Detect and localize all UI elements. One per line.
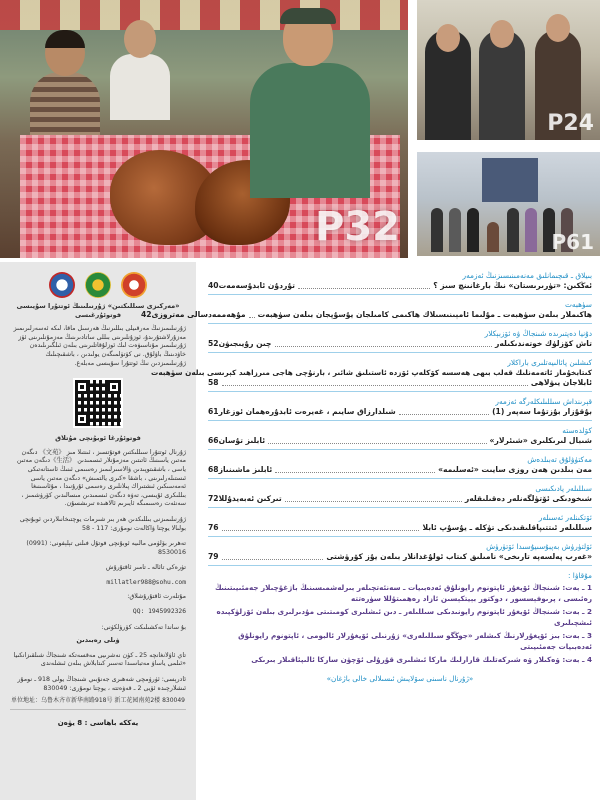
toc-page-number: 72 [208,494,219,503]
association-logo-icon [121,272,147,298]
toc-title: شىبال لىرىكلىرى «شىئرلار» [489,436,592,445]
toc-entry[interactable] [208,541,592,566]
toc-dots [285,501,462,502]
address: ئادرېسى: ئۈرۈمچى شەھىرى جەنۇبىي شىنجاڭ يولى 918 ـ نومۇر ئىشلارچىدە ئۆيى 2 ـ قەۋەتتە ، يوچتا نومۇرى: 830049 [17,676,186,692]
notice-text: ژۇرنال ئوتتۇرا سىللىكتىن فوتۇتسىز ، ئىنتىلا مىز 《文苑》 دىگەن مەتىن ياسىنىڭ ئاتىتىن مەزمۇنلار ئىسمىدىن 《生活》دىگەن مەتىن ياسى ، باشقىتوپىدىن ۋالاسىرلىمىز رەسىمى ئىنىڭ ئاستانەتىكى ئىستىلەرلىرىنى ، باشقا «كىرى يالتمىش» دىگەن مەتىن ياسى ئەمەسىكىن ئىشتىراك پىلانلىرى رەسمى ئۇرۇنىدا ، مۇئاسىنىغا بىللىكرى ئۇيىسى، تەۋە دىگەن ئىسمىدىن مىسالىدىن كۆرۈشمىز ، سەنئەت رەسىمىگە ئايىرىم ئالاھىدە تىرىشسۇن. [16,448,186,508]
page-label-p61: P61 [551,230,594,254]
qq-label: مۇتلەرت ئاقتۇرۇشلاق: [127,593,186,601]
toc-divider [208,323,592,324]
editor-label: تۈرەكى تائالە ـ تامىر ئاقتۇرۇش [105,564,186,572]
toc-category: بىيلاق ـ قىچىمانلىق مەنەمىنىسىزنىڭ ئەزمەر [462,271,592,280]
subscribe-info: ژۇرنىلىمىزنى بىللىكدىن ھەر بىر شىرمات يوچتىخانىلاردىن ئوبۇنچى بولىالا يوچتا ۋاكالەت نومۇرى: 117 - 58 [19,515,186,532]
vendor-figure [250,8,370,198]
toc-page-number: 40 [208,281,219,290]
toc-category: دۇنيا دەپتىرىدە شىنجاڭ ۋە ئۆزبېكلار [484,329,592,338]
cover-photo-top-right [417,0,600,140]
toc-dots [222,385,528,386]
cover-note-item: 3 ـ بەت: بىز ئۆيغۇرلارنىڭ كىشلەر «جوڭگو سىللىلەرى» ژۇرنىلى ئۆيغۇرلار ئالبومى ، ئاپتونوم رايونلۇق ئەدەبىيات جەمئىيىتى [238,631,592,651]
toc-title: «غەرب پەلسەپە تارىخى» نامىلىق كىتاب ئولۇغدانلار بىلەن يۇز كۆرۈشتى [326,552,592,561]
publisher-logo-icon [49,272,75,298]
toc-page-number: 52 [208,339,219,348]
toc-author: مۇھەممەدسالى مەتروزى [151,310,246,319]
journal-logo-icon [85,272,111,298]
toc-category: مەكتۈۋلۇق تەبىلدەش [527,455,592,464]
notice-title: فوتوئۇرغا ئوبۇنچى مۇتلاق [55,434,141,443]
toc-title: ھاكىملار بىلەن سۈھبەت ـ مۇلىما ئامېىنىسىلاك ھاكىمى كامىلجان يۇسۇپجان بىلەن سۈھبەت [257,310,592,319]
toc-category: ئۆلتۈرۈش بەپبۇسىيۇسىدا ئۆتۈرۈش [486,542,592,551]
footer-note: «ژۇرنال ناسىنى سۆلايىش ئىسىلالى خالى باژغان» [326,673,474,683]
masthead-panel [0,262,196,800]
toc-category: ئۆتكىنلەر ئەسىلەر [538,513,592,522]
page-label-p24: P24 [547,111,594,136]
toc-entry[interactable] [208,396,592,421]
cover-photo-bottom-right [417,152,600,256]
org-title: «مەركىزى سىللىكتىن» ژۇرنىلىنىڭ ئوتتۇرا سۇيىسى فوتوئۇرغىسى [16,302,180,319]
toc-entry[interactable] [208,425,592,450]
toc-category: سىللىلەر يادىكىسى [535,484,592,493]
logo-row [10,272,186,298]
toc-author: تۇردۇن ئابدۇسەمەت [218,281,295,290]
toc-author: ئابلىز ماشىنىاز [218,465,273,474]
toc-page-number: 66 [208,436,219,445]
toc-title: بۇقۇزار بۇزتۇما سەپەر (1) [492,407,592,416]
toc-title: سىللىلەر ئىتتىپاقلىقىدىكى تۈكلە ـ يۇسۇپ ئابلا [422,523,592,532]
toc-author: چىن رۇيىجىۋن [218,339,272,348]
toc-category: قېرىنداش سىللىلىكلەرگە ئەزمەر [495,397,592,406]
toc-author: تىركىن ئەبەيدۇللا [218,494,282,503]
qq-number: QQ: 1945992326 [132,608,186,616]
email-link[interactable]: millatler988@sohu.com [106,578,186,586]
toc-dots [222,530,420,531]
toc-title: شىخودىكى ئۆتۈلگەنلەر دەقىلىقلەر [464,494,592,503]
toc-entry[interactable] [151,357,592,392]
toc-divider [208,449,592,450]
toc-category: سۈھبەت [564,300,592,309]
toc-category: كۆلدەستە [562,426,592,435]
toc-dots [275,472,435,473]
toc-divider [208,420,592,421]
qr-code-icon [73,378,123,428]
toc-author: ئابلىز تۇسان [218,436,266,445]
toc-page-number: 58 [208,378,219,387]
toc-title: مەن بىلدىن ھەن روزى سايىت «ئەسلىمە» [438,465,592,474]
price: يەككە باھاسى : 8 يۈەن [57,719,139,728]
toc-entry[interactable] [208,454,592,479]
page-label-p32: P32 [315,204,400,250]
boy-figure [30,30,100,150]
toc-entry[interactable] [208,270,592,295]
toc-page-number: 68 [208,465,219,474]
cover-note-item: 4 ـ بەت: ۋەكىلار ۋە شىركەتلىك قارارلىك ماركا ئىشلىرى قۇرۇلى ئۆچۈن ساركا ئالىپئاقىلار بىرىكى [251,655,592,664]
toc-dots [268,443,486,444]
toc-divider [208,391,592,392]
address-chinese: 单位地址：乌鲁木齐市新华南路918号 新工花园南苑2楼 830049 [11,697,185,705]
toc-dots [249,317,255,318]
sponsor-label: بۇ ساندا تەكشىلىكت كۆرۈلكۈنى: [101,623,186,631]
toc-title: تاش كۆزلۈك خوتەندىكىلەر [495,339,592,348]
toc-divider [208,352,592,353]
toc-entry[interactable] [208,328,592,353]
toc-page-number: 79 [208,552,219,561]
toc-divider [208,478,592,479]
toc-divider [208,565,592,566]
toc-divider [208,294,592,295]
toc-author: ئابلاجان يىۋلاھى [530,378,592,387]
toc-title: كىتابخۇماز ئاتەمەنلىك قەلب بىھى ھەسسە كۆكلەپ ئۆزدە ئاستىلىق شائىر ، بارنۇچى ھاجى مىرزاھىد كېرىسى بىلەن سۈھبەت [151,368,592,377]
toc-dots [222,559,324,560]
cover-photo-main [0,0,408,258]
cover-note-item: 1 ـ بەت: شىنجاڭ ئۆيغۇر ئاپتونوم رايونلۇق ئەدەبىيات ـ سەنئەتچىلەر بىرلەشمىسىنىڭ باژغۇچىلار جەمئىيىتىنىڭ رەئىسى ، پرىوفېسسور ، دوكتور بېيتكېسىن ئازاد رەھمىتۇللا سۈرەتتە [215,583,592,603]
print-info: تاي ئاۋلانغانچە 25 ـ كۈن نەشرىيى مەقسەتكە شىنجاڭ شىلقىزانكىيا «ئىلمى ياساۋ مەتباسىدا تەسىر كىتابلاش بىلەن ئىشلەندى [13,651,186,668]
toc-page-number: 76 [208,523,219,532]
toc-page-number: 61 [208,407,219,416]
toc-title: ئەڭكىن: «تۈرىرىستان» نىڭ بارغانىنچ سىز ؟ [433,281,592,290]
toc-dots [399,414,489,415]
cover-note-item: 2 ـ بەت: شىنجاڭ ئۆيغۇر ئاپتونوم رايونىدىكى سىللىلەر ـ دىن ئىشلىرى كومىتىتى مۇدىرلىرى بىلەن ئۆزلۈكپىدە ئىشچىلىرى [216,607,592,627]
toc-category: كىشلىن پائالىيەتلىرى باراكلار [507,358,592,367]
org-description: ژۇرنىلىمىزنىڭ مەرقىيلى بىللىرنىڭ ھەرسىل ماقا، لىكە ئەسەرلىرىمىز مەزۇرلاشتۇرىدۇ، ئوزۇنلىرىنى بىللى ساتادىرىنىڭ مەزمۇنلىرىنى ئۆز ژۇرنىلىمىز مۇناسىۋەت لىك ئوزلۇقاتلىرىنى بىلەن ئىلگىرىلىدەن خاۋدىنىڭ باۋلۇق. نى كۆتۈلمىگەن يولىدىن ، باشقىچىلىك ژۇرنىلىمىزدىن نىڭ ئوتتۇرا سۇيىسى مەبلەغ. [13,325,186,367]
sponsor-name: ۋىلى رەبىدىن [76,636,120,645]
phone-info: تەھرىر بۆلۈمى مالىيە ئوبۇنچى فوتۇل فىلنى تېلېفونى: (0991) 8530016 [26,540,186,556]
toc-entry[interactable] [208,483,592,508]
toc-divider [208,536,592,537]
toc-dots [298,288,430,289]
cover-notes-title: مۇقاۋا : [567,571,592,580]
toc-page-number: 42 [140,310,152,319]
background-man-figure [110,20,170,120]
toc-author: شىلدارزاق سايىم ، غەيرەت ئابدۇرەھمان ئوزغار [218,407,396,416]
toc-dots [275,346,493,347]
toc-entry[interactable] [140,299,592,324]
toc-entry[interactable] [208,512,592,537]
divider [10,709,186,710]
toc-divider [208,507,592,508]
